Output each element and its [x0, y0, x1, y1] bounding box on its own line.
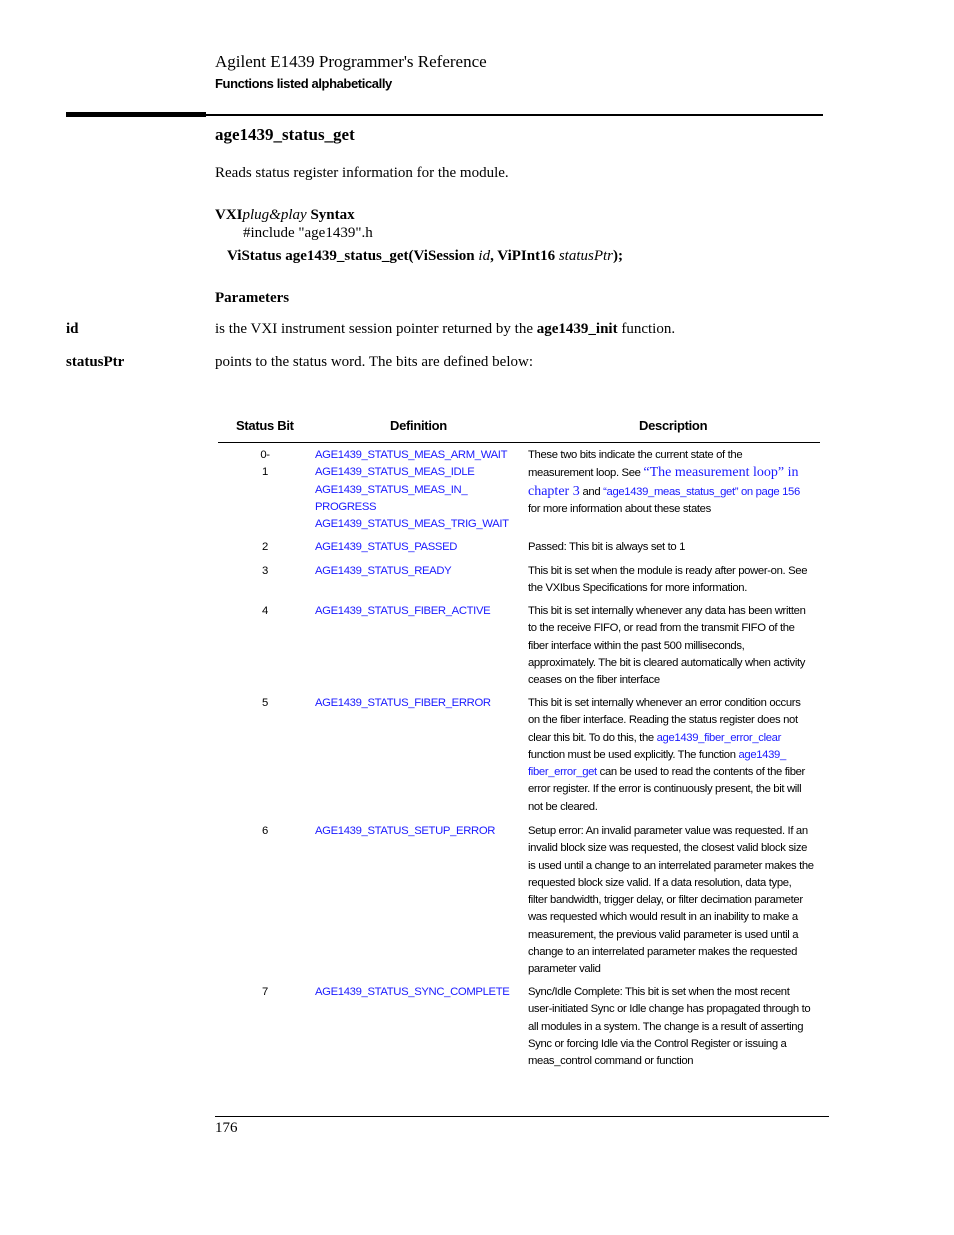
description-cell [528, 603, 820, 689]
definition-link[interactable]: AGE1439_STATUS_MEAS_IN_ [315, 483, 468, 496]
description-line: These two bits indicate the current state of the [528, 449, 743, 461]
status-bit: 3 [262, 565, 268, 577]
definition-link[interactable]: AGE1439_STATUS_FIBER_ERROR [315, 697, 491, 709]
definition-cell [315, 563, 515, 580]
param-id-description [215, 321, 675, 338]
description-cell [528, 447, 820, 518]
description-text: can be used to read the contents of the fiber [596, 766, 805, 779]
section-rule-thick [66, 112, 206, 117]
description-line: all modules in a system. The change is a result of asserting [528, 1020, 804, 1033]
description-line: ceases on the fiber interface [528, 674, 660, 687]
description-line: requested block size valid. If a data resolution, data type, [528, 876, 792, 889]
syntax-heading-italic: plug&play [242, 207, 307, 223]
syntax-heading [215, 207, 355, 224]
description-line: change to an interrelated parameter makes the requested [528, 946, 797, 959]
table-header-rule [218, 442, 820, 443]
param-id-desc-pre: is the VXI instrument session pointer returned by the [215, 321, 537, 337]
header-title: Agilent E1439 Programmer's Reference [215, 52, 487, 71]
header-subtitle: Functions listed alphabetically [215, 76, 392, 91]
decl-part3: ); [613, 248, 624, 264]
definition-link[interactable]: AGE1439_STATUS_SYNC_COMPLETE [315, 986, 510, 998]
description-cell [528, 823, 820, 979]
definition-cell [315, 984, 515, 1001]
description-cell [528, 563, 820, 598]
description-line: error register. If the error is continuously present, the bit will [528, 783, 802, 796]
status-bit: 7 [262, 986, 268, 998]
description-text: measurement loop. See [528, 467, 644, 480]
description-text: function must be used explicitly. The function [528, 748, 739, 761]
description-text: clear this bit. To do this, the [528, 731, 657, 744]
header-status-bit: Status Bit [236, 418, 294, 433]
description-line [528, 747, 820, 764]
status-bit: 0-1 [260, 449, 270, 479]
description-line: Passed: This bit is always set to 1 [528, 541, 686, 553]
header-description: Description [639, 418, 708, 433]
definition-cell [315, 695, 515, 712]
decl-id: id [478, 248, 491, 264]
description-cell [528, 695, 820, 816]
section-rule-thin [206, 114, 823, 116]
page-number: 176 [215, 1120, 238, 1136]
definition-link[interactable]: AGE1439_STATUS_MEAS_ARM_WAIT [315, 449, 508, 461]
description-text: and [579, 485, 604, 498]
status-bit: 5 [262, 697, 268, 709]
description-line [528, 764, 820, 781]
chapter-3-link[interactable]: chapter 3 [528, 483, 580, 499]
description-line: on the fiber interface. Reading the status register does not [528, 714, 798, 727]
definition-cell [315, 539, 515, 556]
description-line: approximately. The bit is cleared automatically when activity [528, 656, 806, 669]
decl-ptr: statusPtr [558, 248, 614, 264]
syntax-heading-suffix: Syntax [306, 207, 355, 223]
description-line: Sync or forcing Idle via the Control Register or issuing a [528, 1037, 787, 1050]
description-line: is used until a change to an interrelated parameter makes the [528, 859, 814, 872]
fiber-error-clear-link[interactable]: age1439_fiber_error_clear [656, 731, 782, 744]
description-cell [528, 539, 820, 556]
definition-link[interactable]: AGE1439_STATUS_MEAS_IDLE [315, 466, 475, 479]
param-statusptr-description: points to the status word. The bits are defined below: [215, 354, 533, 370]
description-cell [528, 984, 820, 1070]
definition-link[interactable]: AGE1439_STATUS_READY [315, 565, 452, 577]
description-line [528, 730, 820, 747]
param-id-desc-post: function. [617, 321, 676, 337]
syntax-include: #include "age1439".h [243, 225, 373, 241]
decl-part1: ViStatus age1439_status_get(ViSession [227, 248, 479, 264]
description-line: for more information about these states [528, 502, 711, 515]
function-title: age1439_status_get [215, 125, 355, 144]
definition-cell [315, 447, 515, 533]
definition-link[interactable]: PROGRESS [315, 500, 377, 513]
meas-status-get-link[interactable]: “age1439_meas_status_get” on page 156 [603, 485, 800, 498]
footer-rule [215, 1116, 829, 1117]
description-line: the VXIbus Specifications for more information. [528, 582, 748, 595]
description-line: was requested which would result in an inability to make a [528, 911, 798, 924]
definition-link[interactable]: AGE1439_STATUS_PASSED [315, 541, 458, 553]
definition-cell [315, 603, 515, 620]
parameters-heading: Parameters [215, 290, 290, 306]
description-line: This bit is set when the module is ready after power-on. See [528, 565, 808, 577]
param-id-desc-bold: age1439_init [536, 321, 618, 337]
description-line: parameter valid [528, 963, 601, 976]
decl-part2: , ViPInt16 [490, 248, 559, 264]
description-line: Setup error: An invalid parameter value was requested. If an [528, 825, 808, 837]
description-line: fiber interface within the past 500 milliseconds, [528, 639, 745, 652]
description-line: not be cleared. [528, 800, 598, 813]
definition-link[interactable]: AGE1439_STATUS_MEAS_TRIG_WAIT [315, 518, 509, 531]
param-statusptr-name: statusPtr [66, 354, 125, 370]
description-line: filter bandwidth, trigger delay, or filter decimation parameter [528, 894, 803, 907]
status-bit: 4 [262, 605, 268, 617]
measurement-loop-link[interactable]: “The measurement loop” in [643, 465, 799, 481]
description-line: meas_control command or function [528, 1055, 694, 1068]
header-definition: Definition [390, 418, 447, 433]
description-line: to the receive FIFO, or read from the transmit FIFO of the [528, 622, 795, 635]
description-line [528, 483, 820, 501]
syntax-heading-prefix: VXI [215, 207, 243, 223]
description-line: invalid block size was requested, the closest valid block size [528, 842, 808, 855]
function-description: Reads status register information for the module. [215, 165, 509, 181]
status-bit: 2 [262, 541, 268, 553]
description-line [528, 464, 820, 482]
definition-cell [315, 823, 515, 840]
description-line: user-initiated Sync or Idle change has propagated through to [528, 1003, 811, 1016]
syntax-declaration [227, 248, 623, 265]
param-id-name: id [66, 321, 79, 337]
definition-link[interactable]: AGE1439_STATUS_FIBER_ACTIVE [315, 605, 491, 617]
fiber-error-get-link[interactable]: age1439_ [738, 748, 786, 761]
description-line: This bit is set internally whenever any data has been written [528, 605, 806, 617]
description-line: Sync/Idle Complete: This bit is set when the most recent [528, 986, 790, 998]
fiber-error-get-link[interactable]: fiber_error_get [528, 766, 597, 779]
description-line: measurement, the previous valid parameter is used until a [528, 928, 799, 941]
definition-link[interactable]: AGE1439_STATUS_SETUP_ERROR [315, 825, 496, 837]
status-bit: 6 [262, 825, 268, 837]
description-line: This bit is set internally whenever an error condition occurs [528, 697, 801, 709]
